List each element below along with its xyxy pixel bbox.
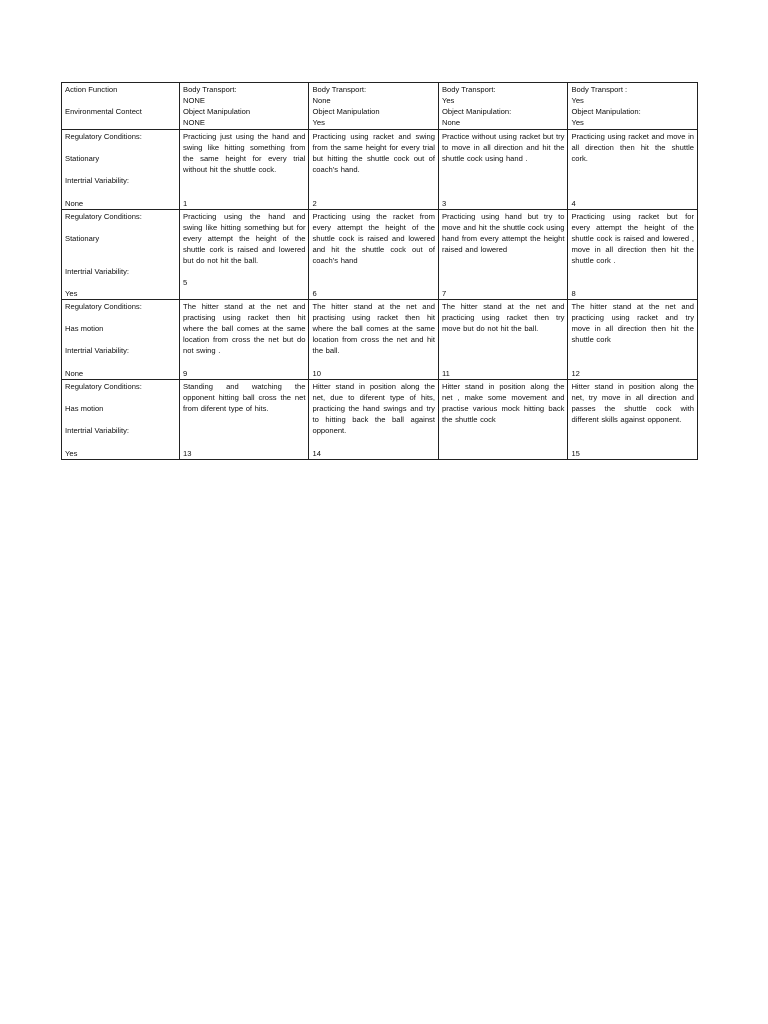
header-text: Yes — [312, 118, 325, 127]
cell-description: Practicing using racket and swing from the same height for every trial but hitting the shuttle cock out of coach’s hand. — [312, 132, 435, 174]
cell-number: 10 — [312, 369, 321, 378]
table-cell — [180, 130, 309, 210]
cell-description: Practicing using hand but try to move and hit the shuttle cock using hand from every attempt the height raised and lowered — [441, 212, 565, 254]
intertrial-value: Yes — [65, 449, 78, 458]
header-text: NONE — [183, 96, 205, 105]
header-text: Object Manipulation: — [441, 107, 512, 116]
cell-description: The hitter stand at the net and practicing using racket and try move in all direction then hit the shuttle cork — [571, 302, 694, 344]
header-text: Body Transport: — [312, 85, 367, 94]
table-row — [62, 210, 698, 300]
intertrial-label: Intertrial Variability: — [65, 267, 130, 276]
row-label-cell — [62, 210, 180, 300]
table-cell — [309, 210, 438, 300]
table-cell — [438, 130, 567, 210]
cell-description: Practicing using the racket from every attempt the height of the shuttle cock is raised and lowered and hit the shuttle cock out of coach’s hand — [312, 212, 435, 265]
cell-number: 14 — [312, 449, 321, 458]
table-cell — [568, 380, 698, 460]
table-cell — [180, 210, 309, 300]
header-text: None — [312, 96, 331, 105]
header-text: Yes — [571, 96, 584, 105]
cell-number: 4 — [571, 199, 576, 208]
table-row — [62, 130, 698, 210]
regulatory-value: Stationary — [65, 154, 100, 163]
header-text: Body Transport: — [441, 85, 496, 94]
row-label-cell — [62, 380, 180, 460]
table-cell — [568, 130, 698, 210]
cell-number: 12 — [571, 369, 580, 378]
header-cell-4 — [568, 83, 698, 130]
table-cell — [309, 130, 438, 210]
cell-description: Hitter stand in position along the net , make some movement and practise various mock hitting back the shuttle cock — [441, 382, 565, 424]
intertrial-value: Yes — [65, 289, 78, 298]
header-text: Body Transport: — [183, 85, 237, 94]
table-cell — [568, 210, 698, 300]
regulatory-value: Has motion — [65, 324, 104, 333]
regulatory-value: Has motion — [65, 404, 104, 413]
cell-number: 6 — [312, 289, 317, 298]
cell-description: Standing and watching the opponent hitting ball cross the net from diferent type of hits. — [183, 382, 306, 413]
header-cell-1 — [180, 83, 309, 130]
regulatory-label: Regulatory Conditions: — [65, 382, 142, 391]
header-text: None — [441, 118, 461, 127]
cell-number: 8 — [571, 289, 576, 298]
cell-number: 7 — [441, 289, 447, 298]
cell-number: 11 — [441, 369, 450, 378]
table-cell — [309, 300, 438, 380]
intertrial-value: None — [65, 369, 84, 378]
intertrial-label: Intertrial Variability: — [65, 176, 130, 185]
cell-description: The hitter stand at the net and practising using racket then hit where the ball comes at the same location from cross the net and hit the ball. — [312, 302, 435, 355]
cell-number: 3 — [441, 199, 447, 208]
table-row — [62, 380, 698, 460]
cell-description: Practicing using the hand and swing like hitting something but for every attempt the height of the shuttle cork is raised and lowered but do not hit the ball. — [183, 212, 306, 265]
action-function-label: Action Function — [65, 85, 118, 94]
header-text: NONE — [183, 118, 205, 127]
header-text: Yes — [441, 96, 455, 105]
cell-description: Practicing just using the hand and swing like hitting something from the same height for every trial without hit the shuttle cock. — [183, 132, 306, 174]
cell-description: The hitter stand at the net and practicing using racket then try move but do not hit the ball. — [441, 302, 565, 333]
table-cell — [180, 380, 309, 460]
regulatory-label: Regulatory Conditions: — [65, 302, 142, 311]
cell-number: 9 — [183, 369, 188, 378]
table-cell — [438, 300, 567, 380]
cell-description: Practicing using racket but for every attempt the height of the shuttle cock is raised and lowered , move in all direction then hit the shuttle cork . — [571, 212, 694, 265]
header-cell-3 — [438, 83, 567, 130]
cell-description: The hitter stand at the net and practising using racket then hit where the ball comes at the same location from cross the net but do not swing . — [183, 302, 306, 355]
header-text: Object Manipulation: — [571, 107, 641, 116]
table-cell — [180, 300, 309, 380]
table-cell — [438, 380, 567, 460]
cell-number: 15 — [571, 449, 580, 458]
cell-number: 1 — [183, 199, 188, 208]
header-text: Body Transport : — [571, 85, 628, 94]
header-text: Object Manipulation — [312, 107, 380, 116]
table-cell — [568, 300, 698, 380]
cell-number: 2 — [312, 199, 317, 208]
row-label-cell — [62, 300, 180, 380]
intertrial-value: None — [65, 199, 84, 208]
environmental-context-label: Environmental Contect — [65, 107, 142, 116]
header-text: Object Manipulation — [183, 107, 251, 116]
header-corner-cell — [62, 83, 180, 130]
header-text: Yes — [571, 118, 584, 127]
cell-description: Hitter stand in position along the net, try move in all direction and passes the shuttle cock with different skills against opponent. — [571, 382, 694, 424]
intertrial-label: Intertrial Variability: — [65, 346, 130, 355]
row-label-cell — [62, 130, 180, 210]
header-cell-2 — [309, 83, 438, 130]
regulatory-label: Regulatory Conditions: — [65, 132, 142, 141]
cell-number: 13 — [183, 449, 192, 458]
cell-description: Hitter stand in position along the net, due to diferent type of hits, practicing the hand swings and try to hitting back the ball against opponent. — [312, 382, 435, 435]
table-cell — [438, 210, 567, 300]
intertrial-label: Intertrial Variability: — [65, 426, 130, 435]
regulatory-label: Regulatory Conditions: — [65, 212, 142, 221]
table-header-row — [62, 83, 698, 130]
cell-description: Practicing using racket and move in all direction then hit the shuttle cork. — [571, 132, 694, 163]
regulatory-value: Stationary — [65, 234, 100, 243]
skill-classification-table — [61, 82, 698, 460]
table-cell — [309, 380, 438, 460]
cell-description: Practice without using racket but try to move in all direction and hit the shuttle cock using hand . — [441, 132, 565, 163]
cell-number: 5 — [183, 278, 188, 287]
table-row — [62, 300, 698, 380]
